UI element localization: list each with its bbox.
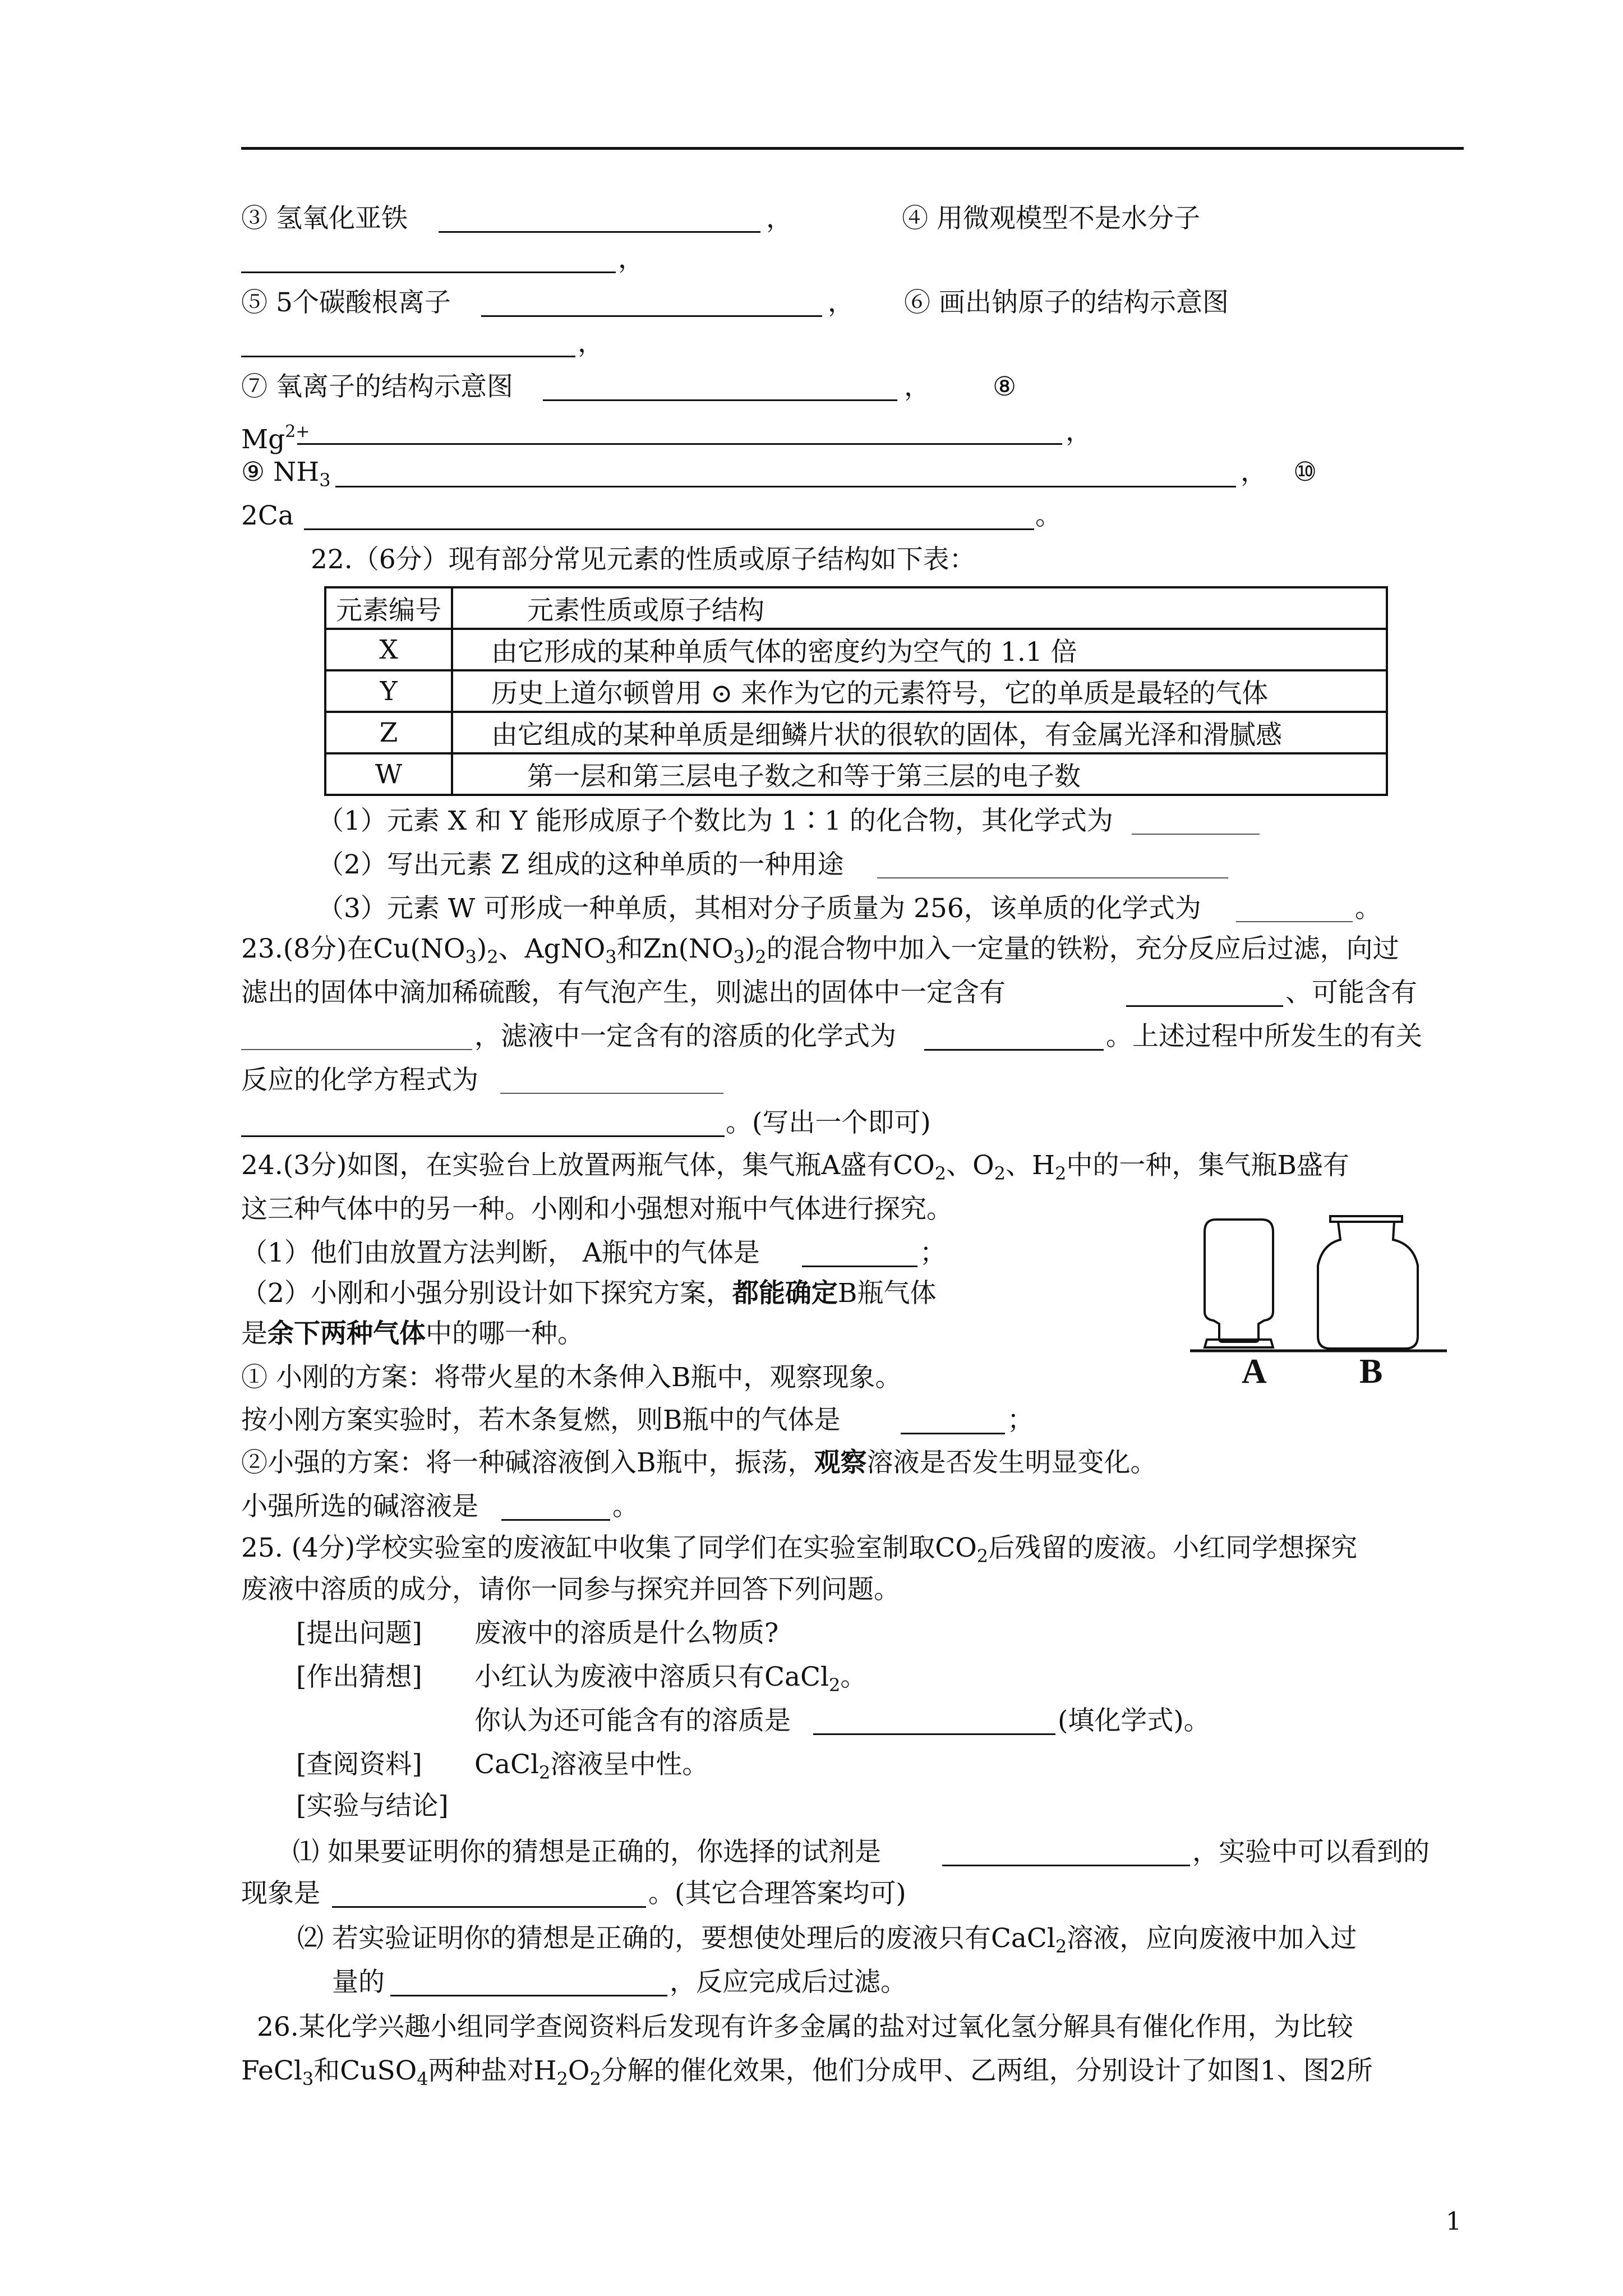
answer-blank[interactable] [1132, 834, 1260, 835]
item-3: ③ 氢氧化亚铁 [241, 203, 408, 234]
q22-part-1: （1）元素 X 和 Y 能形成原子个数比为 1∶1 的化合物，其化学式为 [317, 806, 1113, 836]
answer-blank[interactable] [813, 1733, 1055, 1735]
q24-method-1b: 按小刚方案实验时，若木条复燃，则B瓶中的气体是 [241, 1405, 841, 1435]
q25-tag-info: [查阅资料] [296, 1749, 422, 1780]
page-number: 1 [1446, 2207, 1461, 2236]
answer-blank[interactable] [241, 1135, 725, 1137]
answer-blank[interactable] [241, 272, 616, 273]
q23-line-4: 反应的化学方程式为 [241, 1065, 478, 1096]
bottle-b [1318, 1216, 1418, 1349]
punct: ， [1241, 457, 1267, 487]
q25-exp-2c: 量的 [332, 1967, 385, 1998]
q24-method-1: ① 小刚的方案：将带火星的木条伸入B瓶中，观察现象。 [241, 1362, 902, 1393]
q23-line-3b: 。上述过程中所发生的有关 [1106, 1021, 1422, 1052]
header-rule [241, 147, 1464, 150]
table-row [325, 712, 1387, 753]
table-header: 元素编号 [325, 587, 452, 629]
q22-part-2: （2）写出元素 Z 组成的这种单质的一种用途 [317, 849, 844, 880]
answer-blank[interactable] [901, 1433, 1005, 1434]
q24-part-1: （1）他们由放置方法判断， A瓶中的气体是 [241, 1237, 760, 1268]
answer-blank[interactable] [877, 877, 1228, 878]
table-row [325, 670, 1387, 712]
punct: 。 [612, 1491, 639, 1522]
punct: ； [920, 1237, 946, 1268]
q24-part-2-cont: 是余下两种气体中的哪一种。 [241, 1318, 584, 1349]
q23-line-2b: 、可能含有 [1285, 977, 1417, 1008]
answer-blank[interactable] [304, 528, 1034, 530]
item-8: $Mg^{2+}$ [241, 422, 310, 455]
item-8-number: ⑧ [993, 371, 1017, 402]
answer-blank[interactable] [924, 1049, 1104, 1051]
table-header: 元素性质或原子结构 [452, 587, 1387, 629]
answer-blank[interactable] [439, 231, 760, 233]
q23-line-2: 滤出的固体中滴加稀硫酸，有气泡产生，则滤出的固体中一定含有 [241, 977, 1006, 1008]
bottle-b-label: B [1359, 1352, 1383, 1391]
gas-bottles-diagram [1183, 1212, 1453, 1358]
punct: ， [618, 243, 644, 274]
answer-blank[interactable] [1126, 1005, 1283, 1007]
table-row [325, 629, 1387, 670]
q25-exp-1c: 现象是 [241, 1878, 320, 1909]
q25-exp-1b: ，实验中可以看到的 [1192, 1837, 1430, 1867]
q25-line-1: 25. (4分)学校实验室的废液缸中收集了同学们在实验室制取$CO_2$后残留的废液。小红同学想探究 [241, 1533, 1358, 1567]
q25-exp-2d: ，反应完成后过滤。 [670, 1967, 907, 1998]
q24-method-2: ②小强的方案：将一种碱溶液倒入B瓶中，振荡，观察溶液是否发生明显变化。 [241, 1447, 1157, 1478]
answer-blank[interactable] [481, 315, 822, 317]
item-10-number: ⑩ [1293, 457, 1317, 487]
q25-question: 废液中的溶质是什么物质? [474, 1618, 779, 1649]
q23-line-1: 23.(8分)在$Cu(NO_3)_2$、AgNO$_3$和$Zn(NO_3)_2$的混合物中加入一定量的铁粉，充分反应后过滤，向过 [241, 933, 1399, 968]
answer-blank[interactable] [241, 356, 575, 357]
punct: 。 [1355, 893, 1381, 924]
table-cell: Z [325, 712, 452, 753]
item-7: ⑦ 氧离子的结构示意图 [241, 371, 513, 402]
q25-exp-1d: 。(其它合理答案均可) [648, 1878, 906, 1909]
punct: ， [766, 203, 792, 234]
answer-blank[interactable] [297, 443, 1062, 445]
q24-line-2: 这三种气体中的另一种。小刚和小强想对瓶中气体进行探究。 [241, 1194, 953, 1225]
punct: ， [904, 371, 930, 402]
punct: ； [1007, 1405, 1034, 1435]
q22-intro: 22.（6分）现有部分常见元素的性质或原子结构如下表： [311, 544, 976, 575]
q25-tag-guess: [作出猜想] [296, 1662, 422, 1692]
q24-line-1: 24.(3分)如图，在实验台上放置两瓶气体，集气瓶A盛有$CO_2$、$O_2$、$H_2$中的一种，集气瓶B盛有 [241, 1150, 1349, 1184]
table-cell: X [325, 629, 452, 670]
table-cell: W [325, 753, 452, 795]
q24-part-2: （2）小刚和小强分别设计如下探究方案，都能确定B瓶气体 [241, 1278, 937, 1309]
bottle-a [1205, 1220, 1273, 1347]
punct: 。 [1035, 500, 1062, 531]
table-row [325, 587, 1387, 629]
q25-exp-1: ⑴ 如果要证明你的猜想是正确的，你选择的试剂是 [293, 1837, 881, 1867]
q25-guess: 小红认为废液中溶质只有CaCl$_2$。 [474, 1662, 867, 1696]
element-table [324, 586, 1388, 796]
answer-blank[interactable] [500, 1093, 723, 1094]
q25-guess-2: 你认为还可能含有的溶质是 [474, 1705, 791, 1736]
answer-blank[interactable] [543, 399, 897, 401]
bottle-a-label: A [1242, 1352, 1267, 1391]
answer-blank[interactable] [942, 1865, 1190, 1866]
q23-line-5: 。(写出一个即可) [726, 1107, 931, 1138]
table-cell: 历史上道尔顿曾用 ⊙ 来作为它的元素符号，它的单质是最轻的气体 [452, 670, 1387, 712]
answer-blank[interactable] [241, 1049, 472, 1050]
item-6: ⑥ 画出钠原子的结构示意图 [904, 287, 1229, 318]
punct: ， [578, 328, 604, 358]
item-5: ⑤ 5个碳酸根离子 [241, 287, 451, 318]
item-10: 2Ca [241, 500, 294, 531]
answer-blank[interactable] [1236, 921, 1353, 922]
answer-blank[interactable] [332, 1906, 646, 1908]
q25-line-2: 废液中溶质的成分，请你一同参与探究并回答下列问题。 [241, 1574, 900, 1605]
q23-line-3: ，滤液中一定含有的溶质的化学式为 [474, 1021, 896, 1052]
table-cell: 第一层和第三层电子数之和等于第三层的电子数 [452, 753, 1387, 795]
q24-method-2b: 小强所选的碱溶液是 [241, 1491, 478, 1522]
q26-line-2: FeCl$_3$和CuSO$_4$两种盐对$H_2O_2$分解的催化效果，他们分成甲、乙两组，分别设计了如图1、图2所 [241, 2055, 1373, 2090]
q22-part-3: （3）元素 W 可形成一种单质，其相对分子质量为 256，该单质的化学式为 [317, 893, 1201, 924]
q25-guess-2b: (填化学式)。 [1058, 1705, 1210, 1736]
table-cell: 由它组成的某种单质是细鳞片状的很软的固体，有金属光泽和滑腻感 [452, 712, 1387, 753]
answer-blank[interactable] [802, 1266, 917, 1267]
q25-info: CaCl$_2$溶液呈中性。 [474, 1749, 709, 1783]
punct: ， [1066, 416, 1092, 447]
table-cell: Y [325, 670, 452, 712]
item-9: ⑨ $NH_3$ [241, 457, 331, 491]
answer-blank[interactable] [501, 1519, 610, 1521]
table-cell: 由它形成的某种单质气体的密度约为空气的 1.1 倍 [452, 629, 1387, 670]
q25-exp-2: ⑵ 若实验证明你的猜想是正确的，要想使处理后的废液只有CaCl$_2$溶液，应向废液中加入过 [297, 1923, 1357, 1957]
item-4: ④ 用微观模型不是水分子 [902, 203, 1200, 234]
punct: ， [828, 287, 854, 318]
table-row [325, 753, 1387, 795]
q25-tag-question: [提出问题] [296, 1618, 422, 1649]
answer-blank[interactable] [335, 486, 1236, 487]
answer-blank[interactable] [390, 1995, 667, 1996]
q25-tag-experiment: [实验与结论] [296, 1791, 449, 1821]
q26-line-1: 26.某化学兴趣小组同学查阅资料后发现有许多金属的盐对过氧化氢分解具有催化作用，为比较 [257, 2012, 1353, 2042]
